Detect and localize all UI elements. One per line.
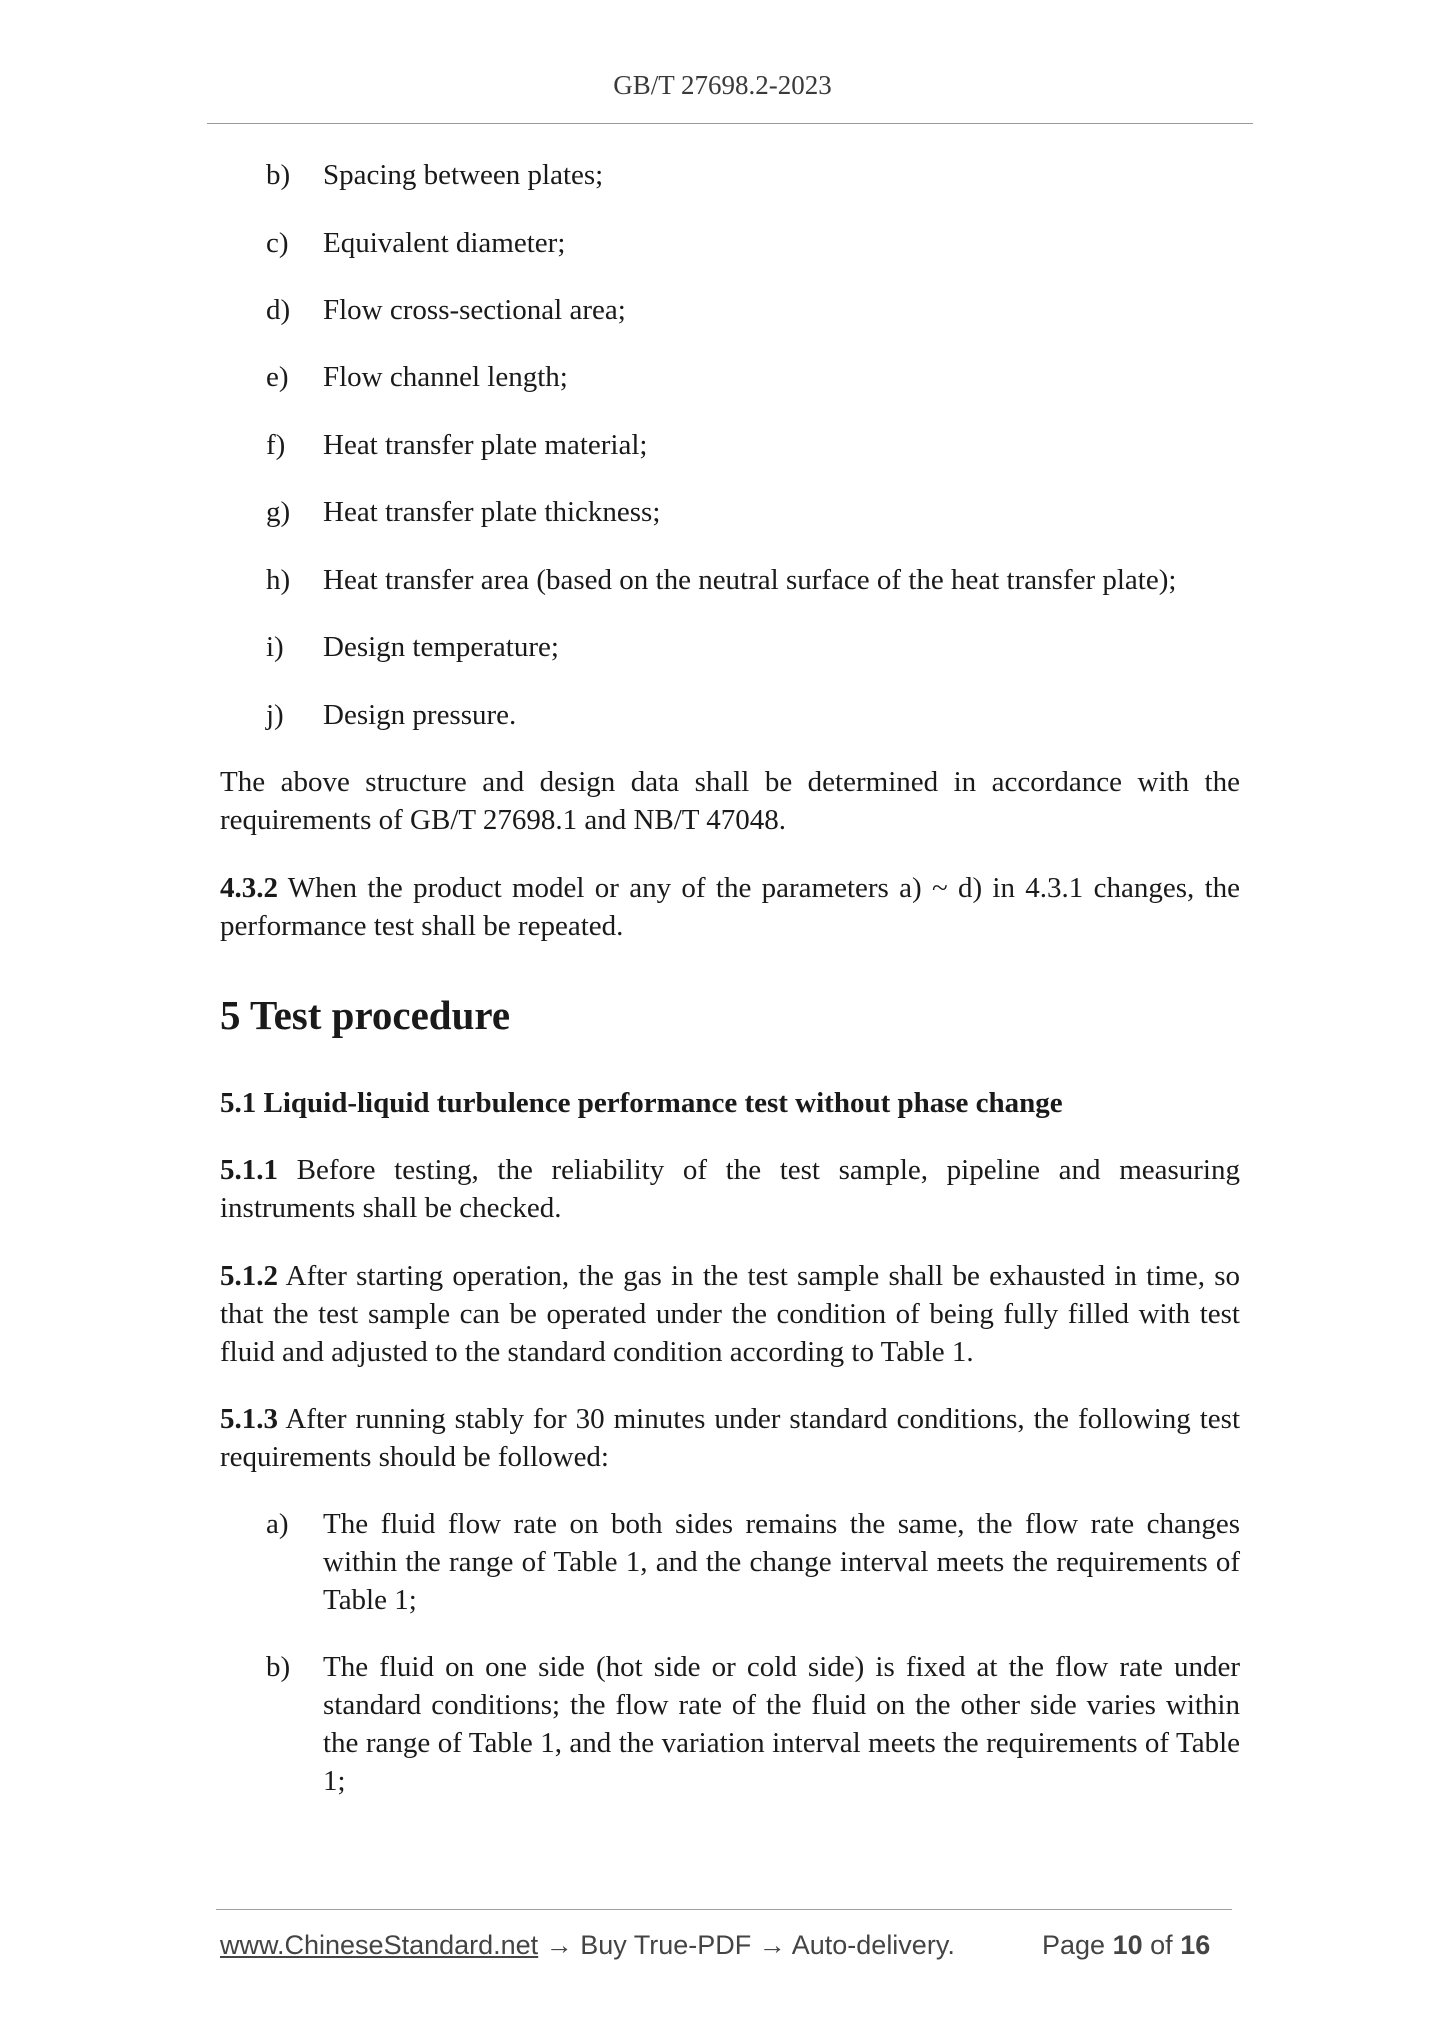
- list-marker: h): [266, 564, 291, 596]
- page-word: Page: [1042, 1930, 1106, 1960]
- clause-number: 5.1.2: [220, 1260, 278, 1292]
- list-item-text: Heat transfer plate thickness;: [323, 496, 661, 528]
- list-item-f: [266, 426, 1240, 464]
- list-marker: j): [266, 699, 284, 731]
- list-marker: b): [266, 159, 291, 191]
- list-item-g: [266, 493, 1240, 531]
- list-item-text: Flow channel length;: [323, 361, 568, 393]
- list-item-text: Design temperature;: [323, 631, 559, 663]
- list-marker: e): [266, 361, 289, 393]
- clause-text: Before testing, the reliability of the test sample, pipeline and measuring instruments shall be checked.: [220, 1154, 1240, 1224]
- header-divider: [207, 123, 1253, 124]
- list-item-c: [266, 224, 1240, 262]
- clause-number: 5.1.3: [220, 1403, 278, 1435]
- list-item-text: Flow cross-sectional area;: [323, 294, 626, 326]
- clause-text: After starting operation, the gas in the test sample shall be exhausted in time, so that the test sample can be operated under the condition of being fully filled with test fluid and adjusted to the standard condition according to Table 1.: [220, 1260, 1240, 1368]
- clause-5-1-3: [220, 1400, 1240, 1476]
- list-marker: a): [266, 1508, 289, 1540]
- requirement-item-b: [266, 1648, 1240, 1800]
- section-heading-5: 5 Test procedure: [220, 992, 511, 1038]
- footer-divider: [216, 1909, 1232, 1910]
- list-marker: c): [266, 227, 289, 259]
- list-item-b: [266, 156, 1240, 194]
- clause-4-3-2: [220, 869, 1240, 945]
- list-marker: b): [266, 1651, 291, 1683]
- header-standard-id: GB/T 27698.2-2023: [613, 70, 832, 100]
- list-item-i: [266, 628, 1240, 666]
- requirement-item-a: [266, 1505, 1240, 1619]
- list-item-text: The fluid on one side (hot side or cold side) is fixed at the flow rate under standard conditions; the flow rate of the fluid on the other side varies within the range of Table 1, and the variation interval meets the requirements of Table 1;: [323, 1651, 1240, 1797]
- list-marker: d): [266, 294, 291, 326]
- clause-number: 5.1.1: [220, 1154, 278, 1186]
- list-item-text: The fluid flow rate on both sides remains the same, the flow rate changes within the range of Table 1, and the change interval meets the requirements of Table 1;: [323, 1508, 1240, 1616]
- page-number: 10: [1112, 1930, 1143, 1960]
- footer-promo: [220, 1928, 955, 1962]
- of-word: of: [1150, 1930, 1173, 1960]
- page-total: 16: [1180, 1930, 1211, 1960]
- list-item-e: [266, 358, 1240, 396]
- list-item-h: [266, 561, 1240, 599]
- list-marker: f): [266, 429, 286, 461]
- clause-5-1-2: [220, 1257, 1240, 1371]
- clause-text: After running stably for 30 minutes under standard conditions, the following test requirements should be followed:: [220, 1403, 1240, 1473]
- paragraph-structure-design-data: The above structure and design data shall be determined in accordance with the requirements of GB/T 27698.1 and NB/T 47048.: [220, 766, 1240, 836]
- clause-5-1-1: [220, 1151, 1240, 1227]
- subsection-heading-5-1: 5.1 Liquid-liquid turbulence performance test without phase change: [220, 1087, 1063, 1119]
- list-marker: g): [266, 496, 291, 528]
- list-item-text: Heat transfer area (based on the neutral surface of the heat transfer plate);: [323, 564, 1177, 596]
- list-item-text: Heat transfer plate material;: [323, 429, 648, 461]
- footer-site-link[interactable]: www.ChineseStandard.net: [220, 1930, 539, 1960]
- list-item-d: [266, 291, 1240, 329]
- footer-promo-text: → Buy True-PDF → Auto-delivery.: [538, 1930, 955, 1960]
- list-marker: i): [266, 631, 284, 663]
- list-item-text: Equivalent diameter;: [323, 227, 566, 259]
- list-item-text: Design pressure.: [323, 699, 517, 731]
- clause-text: When the product model or any of the parameters a) ~ d) in 4.3.1 changes, the performance test shall be repeated.: [220, 872, 1240, 942]
- page-indicator: [1042, 1928, 1210, 1962]
- list-item-j: [266, 696, 1240, 734]
- list-item-text: Spacing between plates;: [323, 159, 604, 191]
- clause-number: 4.3.2: [220, 872, 278, 904]
